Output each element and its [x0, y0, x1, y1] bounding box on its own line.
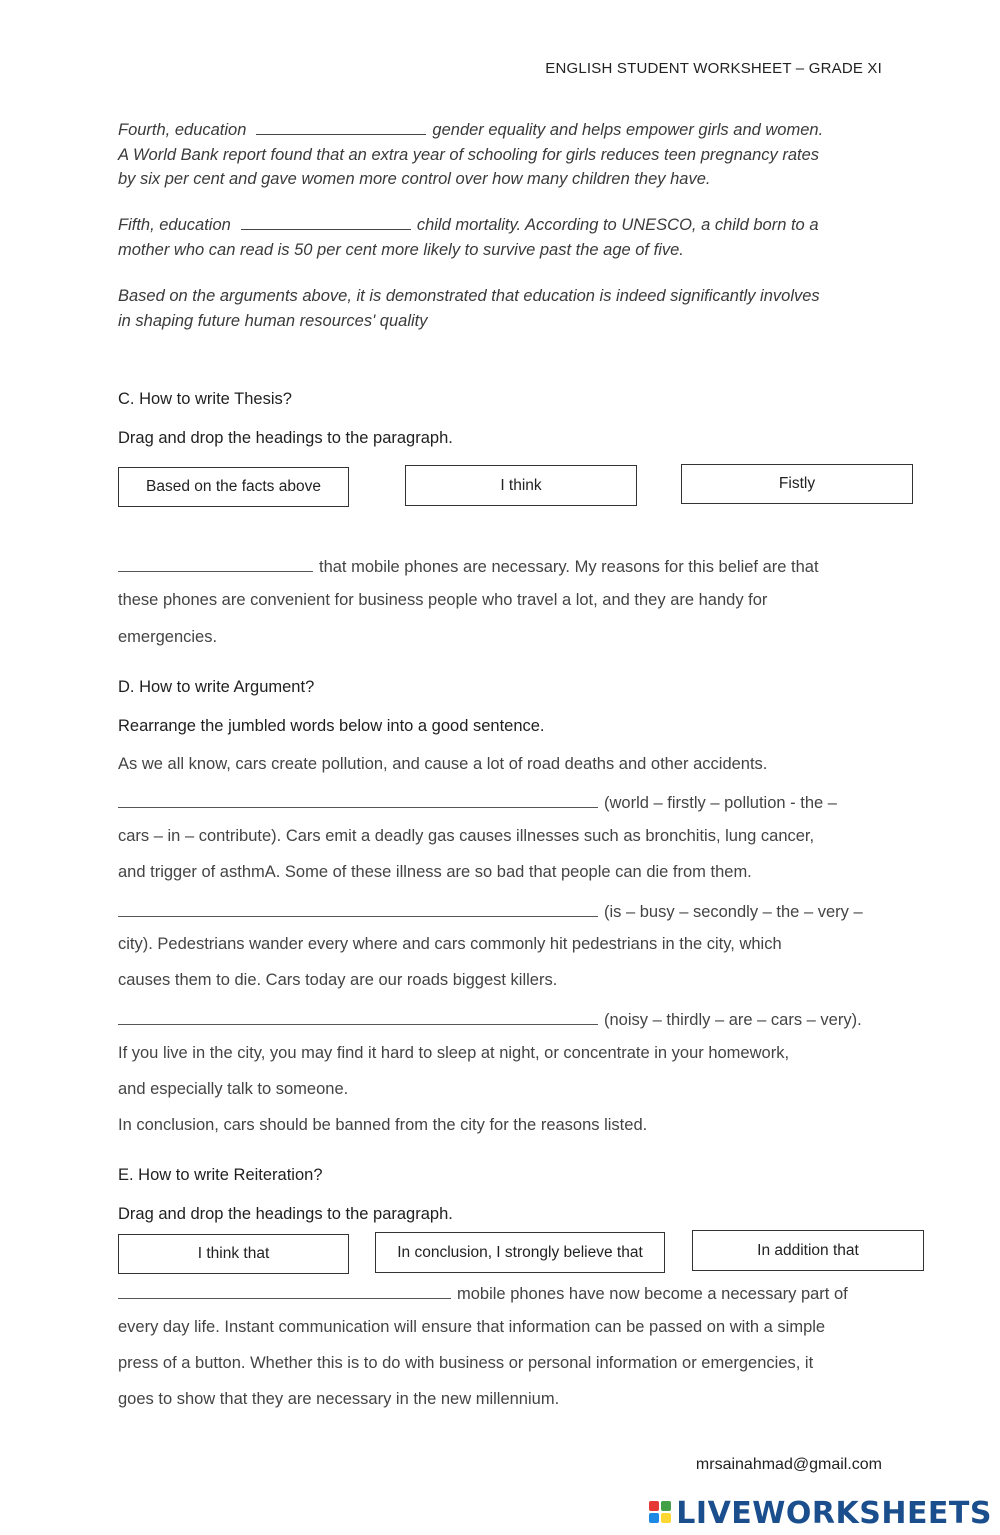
liveworksheets-logo[interactable] [649, 1496, 992, 1531]
thesis-text: that mobile phones are necessary. My reasons for this belief are that [319, 558, 819, 576]
jumbled-words-hint: (is – busy – secondly – the – very – [604, 903, 863, 921]
reiteration-text: mobile phones have now become a necessary part of [457, 1285, 848, 1303]
passage-text: by six per cent and gave women more control over how many children they have. [118, 170, 711, 188]
reiteration-text: every day life. Instant communication will ensure that information can be passed on with a simple [118, 1318, 826, 1336]
thesis-line-1 [118, 555, 819, 577]
section-e-title: E. How to write Reiteration? [118, 1166, 323, 1184]
drag-chip-based-on-facts[interactable]: Based on the facts above [118, 467, 349, 507]
section-d-instruction: Rearrange the jumbled words below into a good sentence. [118, 717, 545, 735]
passage-text: Based on the arguments above, it is demonstrated that education is indeed significantly involves [118, 287, 820, 305]
passage-text: mother who can read is 50 per cent more likely to survive past the age of five. [118, 240, 684, 259]
argument-text: If you live in the city, you may find it hard to sleep at night, or concentrate in your homework, [118, 1044, 790, 1062]
drag-chip-i-think[interactable]: I think [405, 465, 637, 506]
worksheet-header: ENGLISH STUDENT WORKSHEET – GRADE XI [545, 60, 882, 77]
passage-text: A World Bank report found that an extra year of schooling for girls reduces teen pregnancy rates [118, 145, 820, 164]
argument-intro: As we all know, cars create pollution, and cause a lot of road deaths and other accidents. [118, 755, 768, 773]
thesis-line-2: these phones are convenient for business people who travel a lot, and they are handy for [118, 591, 768, 609]
passage-text: gender equality and helps empower girls and women. [432, 121, 824, 139]
passage-paragraph-fourth [118, 118, 898, 192]
argument-text: and trigger of asthmA. Some of these illness are so bad that people can die from them. [118, 863, 752, 881]
liveworksheets-logo-text: LIVEWORKSHEETS [676, 1496, 992, 1531]
argument-text: cars – in – contribute). Cars emit a deadly gas causes illnesses such as bronchitis, lung cancer, [118, 827, 815, 845]
argument-text: and especially talk to someone. [118, 1080, 349, 1098]
drag-chip-in-addition[interactable]: In addition that [692, 1230, 924, 1271]
answer-blank[interactable] [256, 120, 426, 135]
drop-target-blank[interactable] [118, 1282, 451, 1299]
drag-chip-fistly[interactable]: Fistly [681, 464, 913, 504]
section-c-instruction: Drag and drop the headings to the paragraph. [118, 429, 453, 447]
reiteration-text: goes to show that they are necessary in the new millennium. [118, 1390, 560, 1408]
argument-text: In conclusion, cars should be banned from the city for the reasons listed. [118, 1116, 648, 1134]
liveworksheets-logo-icon [649, 1501, 673, 1527]
passage-text: Fourth, education [118, 121, 247, 139]
answer-input-blank[interactable] [118, 791, 598, 808]
argument-line-2 [118, 900, 863, 922]
answer-blank[interactable] [241, 215, 411, 230]
section-c-title: C. How to write Thesis? [118, 390, 292, 408]
jumbled-words-hint: (world – firstly – pollution - the – [604, 794, 837, 812]
passage-text: in shaping future human resources' quality [118, 311, 428, 330]
thesis-line-3: emergencies. [118, 628, 218, 646]
drop-target-blank[interactable] [118, 555, 313, 572]
passage-paragraph-fifth [118, 213, 898, 262]
jumbled-words-hint: (noisy – thirdly – are – cars – very). [604, 1011, 862, 1029]
argument-line-1 [118, 791, 837, 813]
reiteration-line-1 [118, 1282, 848, 1304]
author-email: mrsainahmad@gmail.com [695, 1456, 882, 1473]
answer-input-blank[interactable] [118, 1008, 598, 1025]
argument-text: causes them to die. Cars today are our roads biggest killers. [118, 971, 558, 989]
reiteration-text: press of a button. Whether this is to do with business or personal information or emergencies, it [118, 1354, 814, 1372]
passage-paragraph-conclusion [118, 284, 898, 333]
argument-text: city). Pedestrians wander every where and cars commonly hit pedestrians in the city, which [118, 935, 782, 953]
drag-chip-i-think-that[interactable]: I think that [118, 1234, 349, 1274]
passage-text: child mortality. According to UNESCO, a child born to a [416, 216, 819, 234]
passage-text: Fifth, education [118, 216, 231, 234]
drag-chip-in-conclusion[interactable]: In conclusion, I strongly believe that [375, 1232, 665, 1273]
argument-line-3 [118, 1008, 862, 1030]
answer-input-blank[interactable] [118, 900, 598, 917]
section-e-instruction: Drag and drop the headings to the paragraph. [118, 1205, 453, 1223]
section-d-title: D. How to write Argument? [118, 678, 315, 696]
